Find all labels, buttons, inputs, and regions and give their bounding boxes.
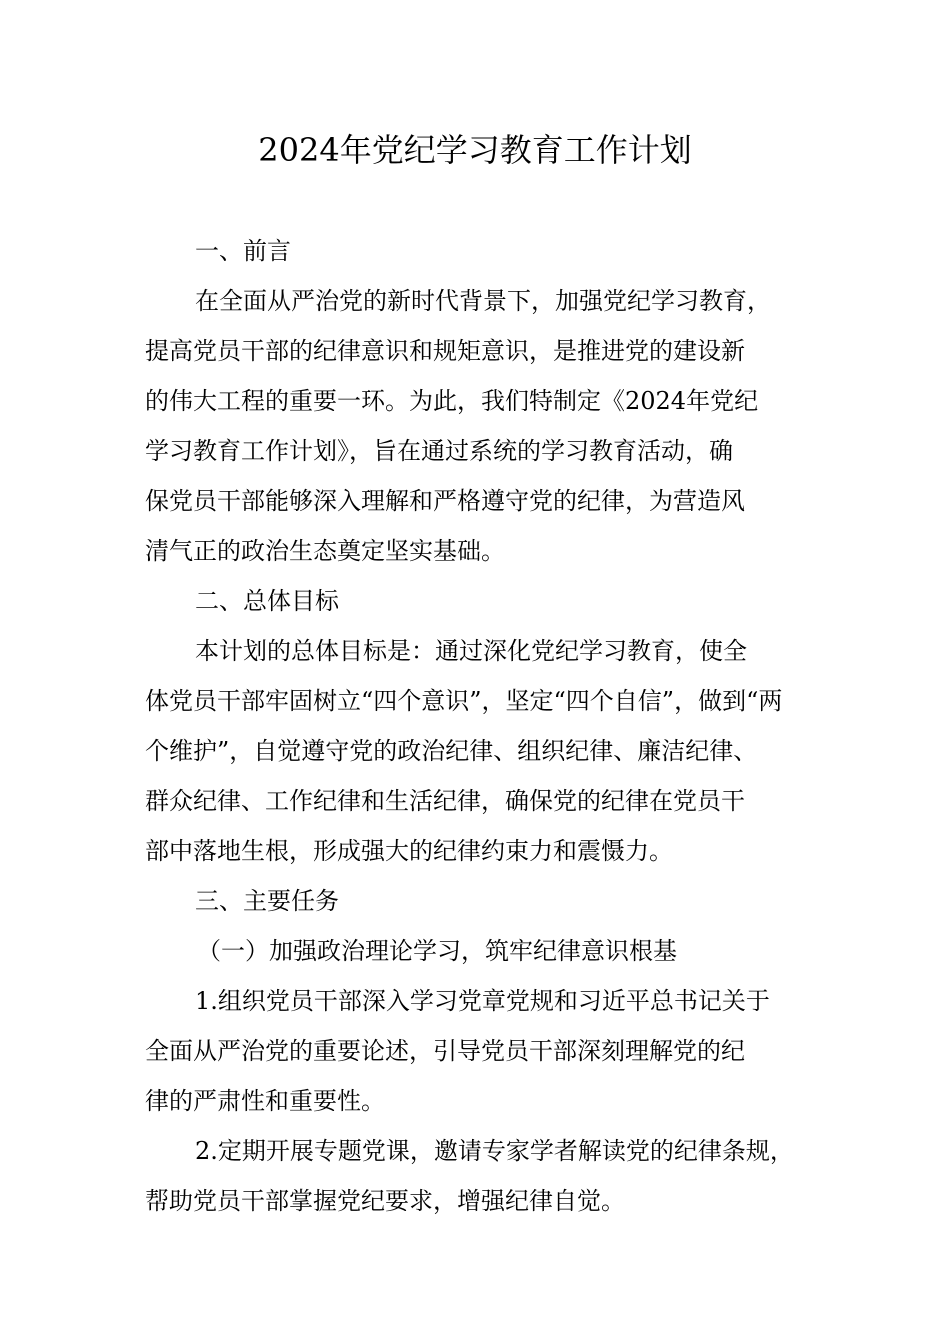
text-line: 本计划的总体目标是：通过深化党纪学习教育，使全 <box>195 637 747 665</box>
text-line: 帮助党员干部掌握党纪要求，增强纪律自觉。 <box>145 1187 625 1215</box>
text-line: 2.定期开展专题党课，邀请专家学者解读党的纪律条规， <box>195 1137 794 1165</box>
text-line: 学习教育工作计划》，旨在通过系统的学习教育活动，确 <box>145 437 733 465</box>
document-title: 2024年党纪学习教育工作计划 <box>258 131 692 169</box>
text-line: 清气正的政治生态奠定坚实基础。 <box>145 537 505 565</box>
section-heading-preface: 一、前言 <box>195 237 291 265</box>
document-body <box>145 226 835 1226</box>
text-line: 的伟大工程的重要一环。为此，我们特制定《2024年党纪 <box>145 387 759 415</box>
text-line: 在全面从严治党的新时代背景下，加强党纪学习教育， <box>195 287 771 315</box>
paragraph-goals <box>145 626 835 876</box>
text-line: 律的严肃性和重要性。 <box>145 1087 385 1115</box>
text-line: 提高党员干部的纪律意识和规矩意识，是推进党的建设新 <box>145 337 745 365</box>
text-line: 全面从严治党的重要论述，引导党员干部深刻理解党的纪 <box>145 1037 745 1065</box>
section-heading-goals: 二、总体目标 <box>195 587 339 615</box>
paragraph-task-item-1 <box>145 976 835 1126</box>
text-line: 个维护”，自觉遵守党的政治纪律、组织纪律、廉洁纪律、 <box>145 737 758 765</box>
subsection-heading-1: （一）加强政治理论学习，筑牢纪律意识根基 <box>197 937 677 965</box>
text-line: 保党员干部能够深入理解和严格遵守党的纪律，为营造风 <box>145 487 745 515</box>
paragraph-preface <box>145 276 835 576</box>
text-line: 体党员干部牢固树立“四个意识”，坚定“四个自信”，做到“两 <box>145 687 783 715</box>
text-line: 1.组织党员干部深入学习党章党规和习近平总书记关于 <box>195 987 770 1015</box>
text-line: 部中落地生根，形成强大的纪律约束力和震慑力。 <box>145 837 673 865</box>
paragraph-task-item-2 <box>145 1126 835 1226</box>
text-line: 群众纪律、工作纪律和生活纪律，确保党的纪律在党员干 <box>145 787 745 815</box>
section-heading-tasks: 三、主要任务 <box>195 887 339 915</box>
